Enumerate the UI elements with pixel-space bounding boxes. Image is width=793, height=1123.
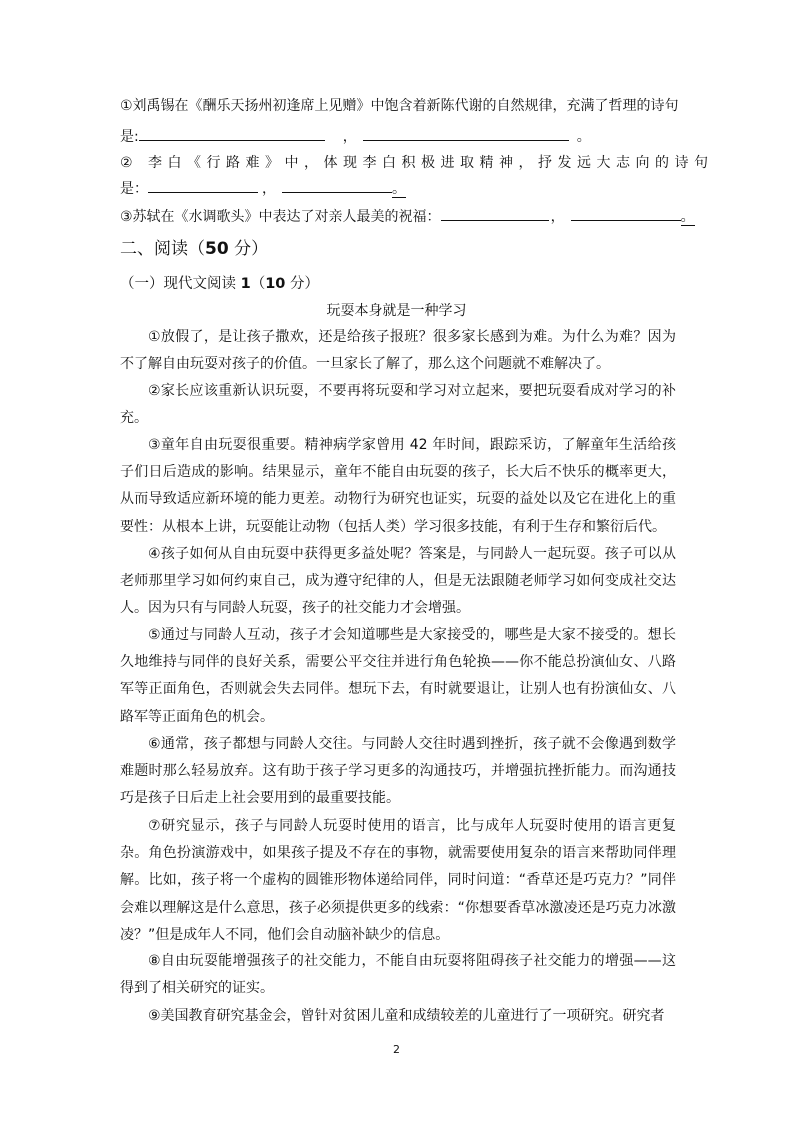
question-1-text: ①刘禹锡在《酬乐天扬州初逢席上见赠》中饱含着新陈代谢的自然规律，充满了哲理的诗句 <box>120 98 679 114</box>
answer-blank-3a[interactable] <box>441 206 549 221</box>
subsection-heading-open: （ <box>250 276 266 292</box>
article-title: 玩耍本身就是一种学习 <box>326 303 467 319</box>
answer-blank-2b[interactable] <box>282 178 392 193</box>
answer-blank-1b[interactable] <box>363 126 569 141</box>
article-paragraph: ⑨美国教育研究基金会，曾针对贫困儿童和成绩较差的儿童进行了一项研究。研究者 <box>148 1008 665 1024</box>
article-paragraph: ⑧自由玩耍能增强孩子的社交能力，不能自由玩耍将阻碍孩子社交能力的增强——这得到了相关研究的证实。 <box>120 953 676 997</box>
question-2-text: ② 李白《行路难》中，体现李白积极进取精神，抒发远大志向的诗句 <box>120 155 714 171</box>
question-3-separator: ， <box>550 209 565 225</box>
question-2-end: 。 <box>392 181 406 197</box>
article-paragraph: ①放假了，是让孩子撒欢，还是给孩子报班？很多家长感到为难。为什么为难？因为不了解自由玩耍对孩子的价值。一旦家长了解了，那么这个问题就不难解决了。 <box>120 329 676 373</box>
answer-blank-3b[interactable] <box>571 206 681 221</box>
answer-blank-2a[interactable] <box>148 178 258 193</box>
subsection-heading-suffix: 分） <box>285 276 319 292</box>
section-heading-suffix: 分） <box>228 239 269 259</box>
article-paragraph: ②家长应该重新认识玩耍，不要再将玩耍和学习对立起来，要把玩耍看成对学习的补充。 <box>120 383 676 427</box>
article-paragraph: ⑥通常，孩子都想与同龄人交往。与同龄人交往时遇到挫折，孩子就不会像遇到数学难题时那么轻易放弃。这有助于孩子学习更多的沟通技巧，并增强抗挫折能力。而沟通技巧是孩子日后走上社会要用到的最重要技能。 <box>120 736 676 807</box>
subsection-heading-score: 10 <box>265 276 286 292</box>
subsection-heading-number: 1 <box>240 276 251 292</box>
article-paragraph: ⑤通过与同龄人互动，孩子才会知道哪些是大家接受的，哪些是大家不接受的。想长久地维持与同伴的良好关系，需要公平交往并进行角色轮换——你不能总扮演仙女、八路军等正面角色，否则就会失去同伴。想玩下去，有时就要退让，让别人也有扮演仙女、八路军等正面角色的机会。 <box>120 627 676 725</box>
question-3-text: ③苏轼在《水调歌头》中表达了对亲人最美的祝福： <box>120 209 441 225</box>
question-3-end: 。 <box>680 209 695 225</box>
answer-blank-1a[interactable] <box>139 126 325 141</box>
subsection-heading <box>120 272 319 293</box>
question-1-prefix: 是: <box>120 129 139 145</box>
article-paragraph: ④孩子如何从自由玩耍中获得更多益处呢？答案是，与同龄人一起玩耍。孩子可以从老师那里学习如何约束自己，成为遵守纪律的人，但是无法跟随老师学习如何变成社交达人。因为只有与同龄人玩耍，孩子的社交能力才会增强。 <box>120 546 676 617</box>
question-1-separator: ， <box>342 129 357 145</box>
question-1-line-2 <box>120 126 591 147</box>
question-2-line-1 <box>120 153 714 173</box>
question-2-prefix: 是： <box>120 181 148 197</box>
section-heading <box>120 234 268 259</box>
question-1-end: 。 <box>576 129 591 145</box>
article-paragraph: ⑦研究显示，孩子与同龄人玩耍时使用的语言，比与成年人玩耍时使用的语言更复杂。角色扮演游戏中，如果孩子提及不存在的事物，就需要使用复杂的语言来帮助同伴理解。比如，孩子将一个虚构的圆锥形物体递给同伴，同时问道：“香草还是巧克力？”同伴会难以理解这是什么意思，孩子必须提供更多的线索：“你想要香草冰激凌还是巧克力冰激凌？”但是成年人不同，他们会自动脑补缺少的信息。 <box>120 818 676 943</box>
article-paragraph: ③童年自由玩耍很重要。精神病学家曾用 42 年时间，跟踪采访，了解童年生活给孩子们日后造成的影响。结果显示，童年不能自由玩耍的孩子，长大后不快乐的概率更大，从而导致适应新环境的能力更差。动物行为研究也证实，玩耍的益处以及它在进化上的重要性：从根本上讲，玩耍能让动物（包括人类）学习很多技能，有利于生存和繁衍后代。 <box>120 437 676 535</box>
question-3-line <box>120 206 695 227</box>
page-number: 2 <box>393 1043 400 1056</box>
question-1-line-1 <box>120 96 679 116</box>
section-heading-prefix: 二、阅读（ <box>120 239 205 259</box>
question-2-line-2 <box>120 178 406 199</box>
section-heading-score: 50 <box>205 239 229 259</box>
question-2-separator: ， <box>262 181 276 197</box>
subsection-heading-prefix: （一）现代文阅读 <box>120 276 241 292</box>
